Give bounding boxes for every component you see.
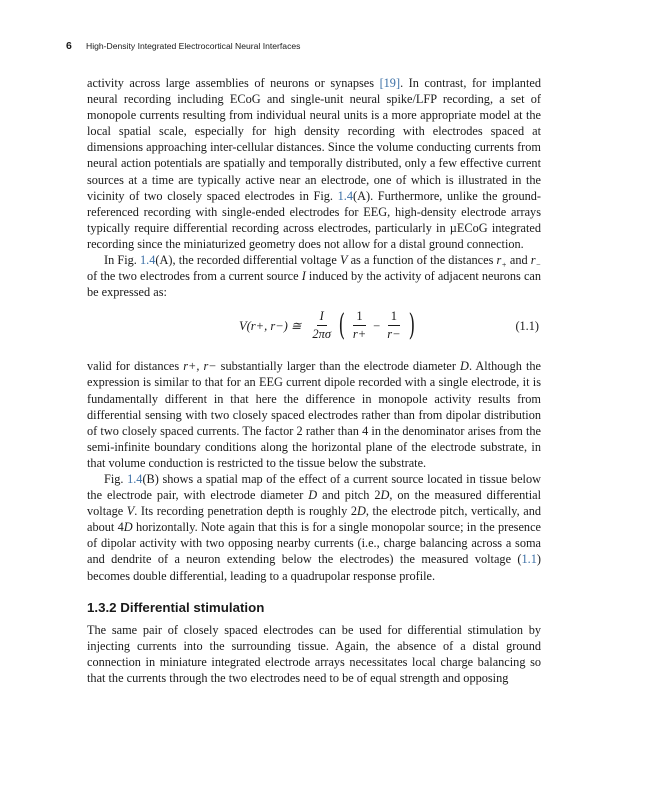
- running-head: [66, 40, 586, 56]
- text-run: substantially larger than the electrode diameter: [216, 359, 461, 374]
- figure-ref-link[interactable]: 1.4: [127, 471, 143, 486]
- text-run: horizontally. Note again that this is for a single monopolar source; in the presence of dipolar activity with two opposing nearby currents (i.e., charge balancing across a soma and dendrite of a neuron extending below the electrodes) the measured voltage (: [87, 520, 541, 567]
- paragraph-2: [87, 252, 541, 300]
- citation-link[interactable]: [19]: [379, 76, 401, 90]
- left-paren: (: [338, 307, 346, 343]
- fraction-i-over-2-pi-sigma: [309, 309, 334, 342]
- fraction-denominator: r−: [387, 327, 401, 342]
- body-text: [87, 75, 541, 686]
- text-run: In Fig.: [104, 253, 141, 268]
- text-run: (B) shows a spatial map of the effect of a current source located in tissue below the electrode pair, with electrode diameter: [87, 471, 541, 503]
- figure-ref-link[interactable]: 1.4: [140, 253, 156, 268]
- text-run: . Its recording penetration depth is roughly 2: [134, 504, 357, 519]
- text-run: The same pair of closely spaced electrodes can be used for differential stimulation by injecting currents into the surrounding tissue. Again, the absence of a distal ground connection in miniature integrated electrode arrays necessitates local charge balancing so that the currents through the two electrodes need to be of equal strength and opposing: [87, 622, 541, 685]
- fraction-numerator: 1: [353, 309, 365, 326]
- text-run: as a function of the distances: [347, 253, 497, 268]
- symbol-d: D: [308, 488, 318, 503]
- equation-lhs: V(r+, r−) ≅: [239, 318, 302, 333]
- paragraph-3: [87, 358, 541, 471]
- text-run: (A). Furthermore, unlike the ground-referenced recording with single-ended electrodes for EEG, high-density electrode arrays typically require differential recording across electrodes, particularly in µECoG integrated recording since the miniaturized geometry does not allow for a distal ground connection.: [87, 188, 541, 251]
- running-title: High-Density Integrated Electrocortical Neural Interfaces: [86, 41, 301, 51]
- symbol-d: D: [380, 488, 390, 503]
- fraction-one-over-r-minus: [384, 309, 403, 342]
- text-run: , the electrode pitch, vertically, and about 4: [87, 504, 541, 535]
- symbol-i: I: [301, 269, 306, 284]
- fraction-one-over-r-plus: [350, 309, 369, 342]
- fraction-numerator: I: [317, 309, 327, 326]
- text-run: Fig.: [104, 471, 128, 486]
- text-run: . In contrast, for implanted neural recording including ECoG and single-unit neural spike/LFP recording, a set of monopole currents resulting from individual neural units is a more appropriate model at the local spatial scale, especially for high density recording with electrodes spaced at dimensions approaching inter-cellular distances. Since the volume conducting currents from neural action potentials are spatially and temporally distributed, only a few effective current sources at a time are typically active near an electrode, one of which is illustrated in the vicinity of two closely spaced electrodes in Fig.: [87, 76, 541, 203]
- equation-ref-link[interactable]: 1.1: [521, 552, 537, 567]
- paragraph-1: [87, 75, 541, 252]
- symbol-d: D: [460, 359, 469, 374]
- page-number: 6: [66, 40, 72, 52]
- text-run: of the two electrodes from a current source: [87, 269, 302, 284]
- symbol-r-plus-r-minus: r+, r−: [183, 359, 217, 374]
- right-paren: ): [408, 307, 415, 343]
- symbol-v: V: [126, 504, 135, 519]
- fraction-denominator: 2πσ: [312, 327, 332, 342]
- text-run: ) becomes double differential, leading to a quadrupolar response profile.: [87, 552, 541, 583]
- figure-ref-link[interactable]: 1.4: [337, 188, 354, 203]
- symbol-base: r: [496, 253, 502, 268]
- symbol-base: r: [530, 253, 536, 268]
- paragraph-4: [87, 471, 541, 584]
- symbol-subscript: −: [535, 260, 541, 270]
- symbol-v: V: [339, 253, 348, 268]
- text-run: activity across large assemblies of neurons or synapses: [87, 76, 380, 90]
- equation-1-1: [87, 303, 541, 355]
- fraction-denominator: r+: [352, 327, 367, 342]
- text-run: . Although the expression is similar to that for an EEG current dipole recorded with a single electrode, it is fundamentally different in that here the difference in monopole activity results from differential sensing with two closely spaced electrodes rather than from dipolar distribution of two closely spaced currents. The factor 2 rather than 4 in the denominator arises from the semi-infinite boundary conditions along the horizontal plane of the electrode substrate, in that volume conduction is restricted to the tissue below the substrate.: [87, 359, 541, 470]
- fraction-numerator: 1: [388, 309, 400, 326]
- symbol-d: D: [123, 520, 133, 535]
- symbol-subscript: +: [501, 260, 507, 270]
- text-run: induced by the activity of adjacent neurons can be expressed as:: [87, 269, 542, 300]
- text-run: valid for distances: [87, 359, 184, 374]
- section-heading: 1.3.2 Differential stimulation: [87, 599, 265, 615]
- minus-sign: −: [373, 318, 381, 333]
- equation-body: [239, 309, 415, 342]
- symbol-r-plus: [496, 253, 507, 270]
- text-run: and pitch 2: [317, 488, 381, 503]
- text-run: (A), the recorded differential voltage: [155, 253, 340, 268]
- symbol-d: D: [356, 504, 366, 519]
- text-run: , on the measured differential voltage: [87, 488, 541, 519]
- symbol-r-minus: [530, 253, 541, 270]
- text-run: and: [506, 253, 531, 268]
- paragraph-5: [87, 622, 541, 686]
- equation-number: (1.1): [515, 319, 539, 334]
